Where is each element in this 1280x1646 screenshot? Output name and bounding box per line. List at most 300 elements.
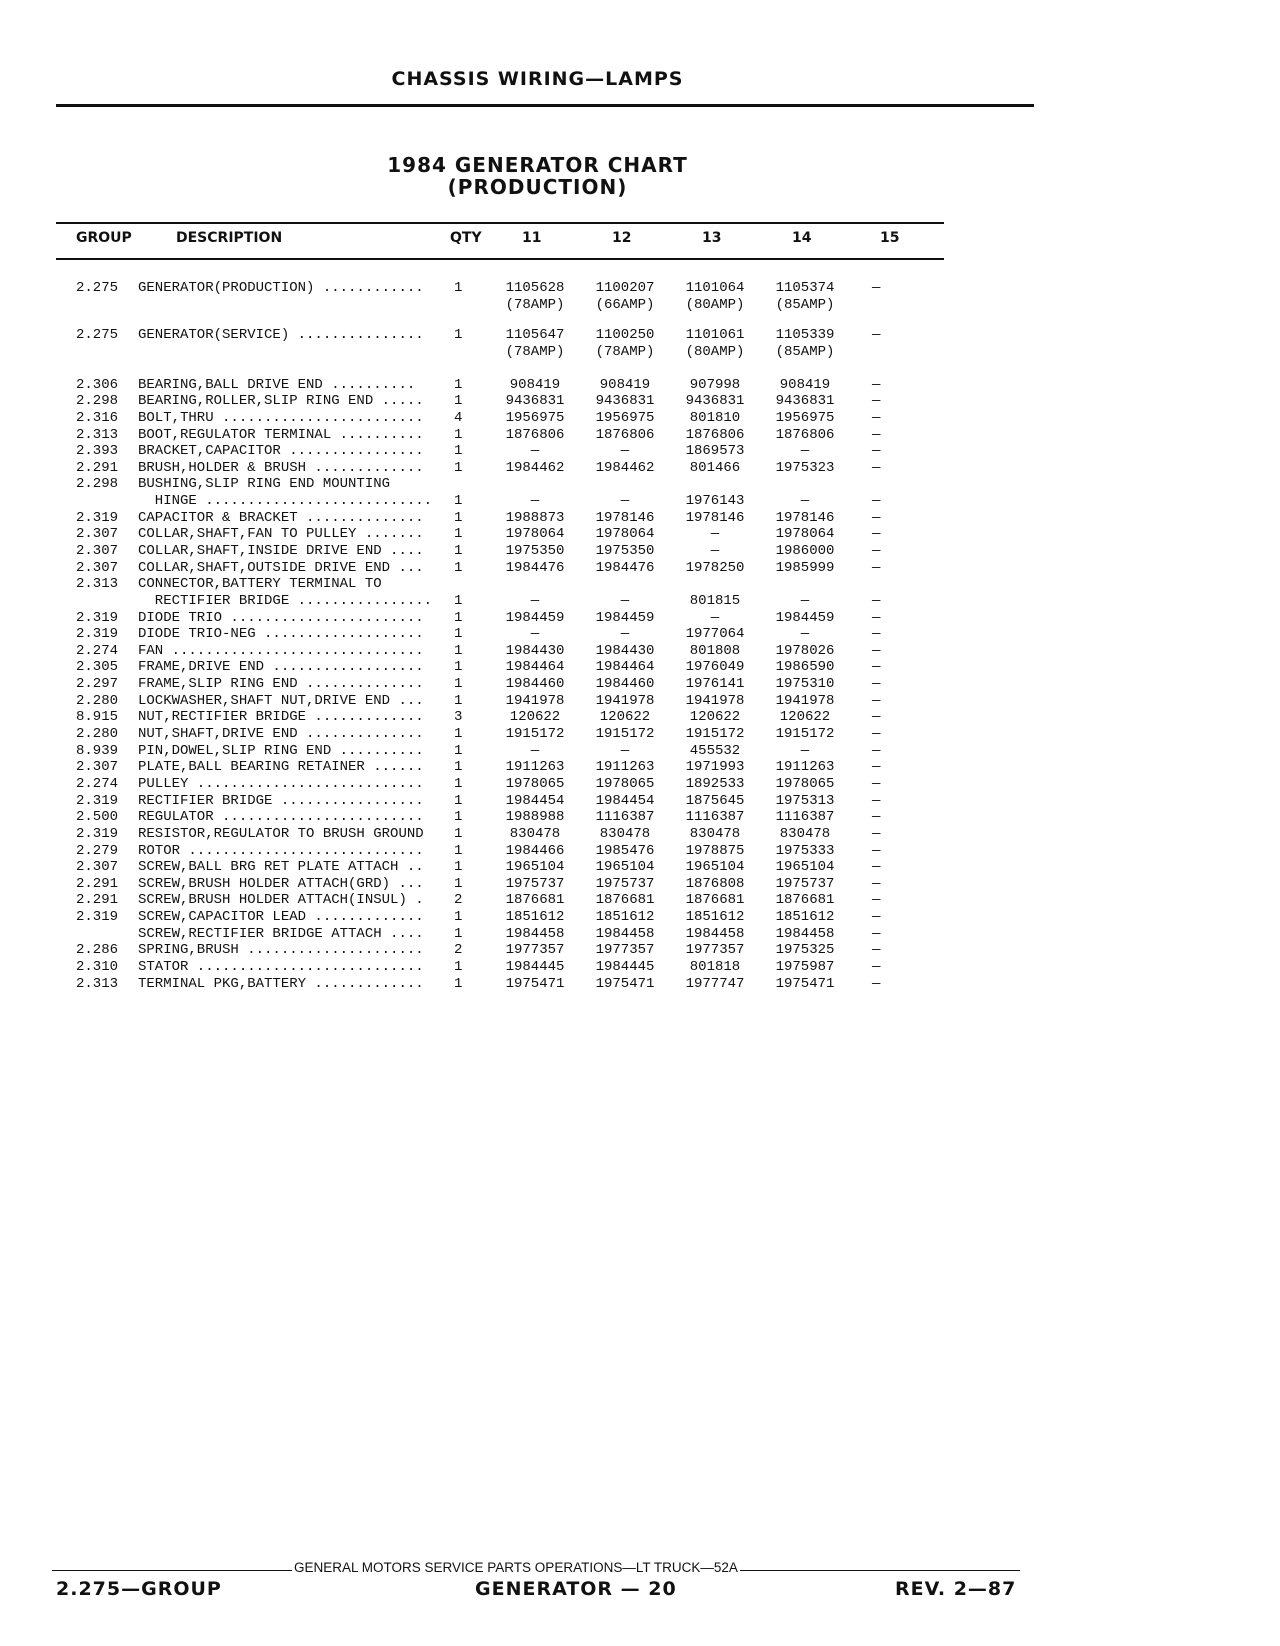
- col-14-cell: 1975310: [775, 676, 835, 693]
- col-13-cell: —: [710, 526, 720, 543]
- col-13-cell: 1876806: [685, 426, 745, 443]
- col-13-cell: 455532: [689, 742, 741, 759]
- chart-title: [0, 154, 1075, 198]
- description-cell: BRACKET,CAPACITOR ................: [138, 443, 424, 460]
- qty-cell: 1: [454, 327, 463, 344]
- description-cell: CAPACITOR & BRACKET ..............: [138, 509, 424, 526]
- col-13-cell: 1971993: [685, 759, 745, 776]
- qty-cell: 1: [454, 426, 463, 443]
- qty-cell: 2: [454, 892, 463, 909]
- col-14-cell: 1851612: [775, 909, 835, 926]
- col-13-cell: 801810: [689, 409, 741, 426]
- col-13-cell: 1976141: [685, 676, 745, 693]
- qty-cell: 1: [454, 792, 463, 809]
- col-15-cell: —: [872, 942, 881, 959]
- col-11-cell: —: [530, 626, 540, 643]
- table-row: [0, 510, 1000, 527]
- description-cell: FRAME,SLIP RING END ..............: [138, 676, 424, 693]
- group-cell: 2.297: [76, 676, 119, 693]
- col-12-cell: 908419: [599, 376, 651, 393]
- col-12-cell: 120622: [599, 709, 651, 726]
- col-14-cell: 830478: [779, 825, 831, 842]
- qty-cell: 1: [454, 526, 463, 543]
- group-cell: 2.310: [76, 959, 119, 976]
- qty-cell: 1: [454, 642, 463, 659]
- col-12-cell: 1975350: [595, 543, 655, 559]
- col-14-cell: —: [800, 626, 810, 643]
- col-13-cell: 1984458: [685, 925, 745, 942]
- col-14-cell: 120622: [779, 709, 831, 726]
- col-12-cell: 1975471: [595, 975, 655, 992]
- col-12-cell: 1984445: [595, 959, 655, 976]
- group-cell: 2.319: [76, 792, 119, 809]
- description-cell: SCREW,CAPACITOR LEAD .............: [138, 909, 424, 926]
- col-13-cell: 1915172: [685, 726, 745, 743]
- table-row: [0, 643, 1000, 660]
- group-cell: 2.274: [76, 775, 119, 792]
- col-14-cell: 1105374 (85AMP): [775, 280, 835, 313]
- col-12-cell: 1876806: [595, 426, 655, 443]
- col-13-cell: 1978146: [685, 509, 745, 526]
- group-cell: 2.307: [76, 859, 119, 876]
- description-cell: FAN ..............................: [138, 642, 424, 659]
- col-14-cell: 1978064: [775, 526, 835, 543]
- col-14-cell: —: [800, 592, 810, 609]
- col-15-cell: —: [872, 426, 881, 443]
- qty-cell: 1: [454, 659, 463, 676]
- table-row: [0, 859, 1000, 876]
- col-14-cell: 9436831: [775, 393, 835, 410]
- description-cell: PULLEY ...........................: [138, 775, 424, 792]
- col-13-cell: 1101064 (80AMP): [685, 280, 745, 313]
- description-cell: DIODE TRIO-NEG ...................: [138, 626, 424, 643]
- col-15-cell: —: [872, 775, 881, 792]
- col-15-cell: —: [872, 642, 881, 659]
- col-12-cell: 1985476: [595, 842, 655, 859]
- description-cell: COLLAR,SHAFT,FAN TO PULLEY .......: [138, 526, 424, 543]
- description-cell: SCREW,BRUSH HOLDER ATTACH(INSUL) .: [138, 892, 424, 909]
- col-14-cell: 1975325: [775, 942, 835, 959]
- qty-cell: 1: [454, 959, 463, 976]
- col-14-cell: 1915172: [775, 726, 835, 743]
- group-cell: 2.307: [76, 543, 119, 559]
- col-14-cell: 1975471: [775, 975, 835, 992]
- qty-cell: 1: [454, 676, 463, 693]
- col-11-cell: 1984458: [505, 925, 565, 942]
- col-12-cell: —: [620, 626, 630, 643]
- col-13-cell: 1978875: [685, 842, 745, 859]
- col-12-cell: 1965104: [595, 859, 655, 876]
- description-cell: GENERATOR(PRODUCTION) ............: [138, 280, 424, 296]
- group-cell: 2.313: [76, 576, 119, 593]
- col-14-cell: 1986590: [775, 659, 835, 676]
- col-11-cell: 1984460: [505, 676, 565, 693]
- description-cell: CONNECTOR,BATTERY TERMINAL TO: [138, 576, 382, 593]
- col-11-cell: 1915172: [505, 726, 565, 743]
- table-row: [0, 743, 1000, 760]
- qty-cell: 1: [454, 825, 463, 842]
- description-cell: RECTIFIER BRIDGE .................: [138, 792, 424, 809]
- col-15-cell: —: [872, 559, 881, 576]
- description-cell: SCREW,BRUSH HOLDER ATTACH(GRD) ...: [138, 875, 424, 892]
- description-cell: SCREW,RECTIFIER BRIDGE ATTACH ....: [138, 925, 424, 942]
- col-15-cell: —: [872, 626, 881, 643]
- group-cell: 2.275: [76, 280, 119, 296]
- col-13-cell: 801818: [689, 959, 741, 976]
- table-row: [0, 280, 1000, 313]
- col-13-cell: 1965104: [685, 859, 745, 876]
- col-11-cell: 1984466: [505, 842, 565, 859]
- col-14-cell: —: [800, 493, 810, 510]
- col-15-cell: —: [872, 792, 881, 809]
- qty-cell: 1: [454, 842, 463, 859]
- group-cell: 2.307: [76, 559, 119, 576]
- col-13-cell: 1977357: [685, 942, 745, 959]
- group-cell: 2.307: [76, 526, 119, 543]
- col-13-cell: 1941978: [685, 692, 745, 709]
- qty-cell: 4: [454, 409, 463, 426]
- col-14-cell: 1975323: [775, 459, 835, 476]
- table-row: [0, 709, 1000, 726]
- description-cell: FRAME,DRIVE END ..................: [138, 659, 424, 676]
- footer-group-label: 2.275—GROUP: [56, 1578, 222, 1600]
- col-12-cell: 1978064: [595, 526, 655, 543]
- description-cell: BEARING,ROLLER,SLIP RING END .....: [138, 393, 424, 410]
- col-11-cell: 1956975: [505, 409, 565, 426]
- group-cell: 2.305: [76, 659, 119, 676]
- col-13-cell: 1876808: [685, 875, 745, 892]
- group-cell: 2.291: [76, 875, 119, 892]
- col-15-cell: —: [872, 459, 881, 476]
- qty-cell: 1: [454, 759, 463, 776]
- table-row: [0, 826, 1000, 843]
- col-13-cell: 9436831: [685, 393, 745, 410]
- col-13-cell: 1976143: [685, 493, 745, 510]
- col-14-cell: 1984458: [775, 925, 835, 942]
- col-11-cell: 1984430: [505, 642, 565, 659]
- col-12-cell: 1984454: [595, 792, 655, 809]
- col-11-cell: —: [530, 592, 540, 609]
- table-row: [0, 443, 1000, 460]
- col-11-cell: 1975737: [505, 875, 565, 892]
- col-13-cell: —: [710, 609, 720, 626]
- qty-cell: 1: [454, 559, 463, 576]
- col-15-cell: —: [872, 842, 881, 859]
- col-14-cell: 1965104: [775, 859, 835, 876]
- col-13-cell: 120622: [689, 709, 741, 726]
- col-13-cell: 1977747: [685, 975, 745, 992]
- footer-line-text: GENERAL MOTORS SERVICE PARTS OPERATIONS—LT TRUCK—52A: [294, 1560, 738, 1575]
- group-cell: 2.286: [76, 942, 119, 959]
- col-12-cell: 1984476: [595, 559, 655, 576]
- col-14-cell: 1876681: [775, 892, 835, 909]
- col-15-cell: —: [872, 859, 881, 876]
- col-11-cell: 1977357: [505, 942, 565, 959]
- col-11-cell: 9436831: [505, 393, 565, 410]
- col-15-cell: —: [872, 409, 881, 426]
- table-row: [0, 959, 1000, 976]
- footer-page-label: GENERATOR — 20: [475, 1578, 677, 1600]
- table-row: [0, 410, 1000, 427]
- col-12-cell: —: [620, 592, 630, 609]
- col-12-cell: —: [620, 443, 630, 460]
- description-cell: SCREW,BALL BRG RET PLATE ATTACH ..: [138, 859, 424, 876]
- col-15-cell: —: [872, 875, 881, 892]
- col-11-cell: 1941978: [505, 692, 565, 709]
- description-cell: BOLT,THRU ........................: [138, 409, 424, 426]
- col-11-cell: 1876681: [505, 892, 565, 909]
- col-14-cell: 1116387: [775, 809, 835, 826]
- table-row: [0, 576, 1000, 593]
- col-14-cell: 1985999: [775, 559, 835, 576]
- col-11-cell: —: [530, 443, 540, 460]
- description-cell: COLLAR,SHAFT,INSIDE DRIVE END ....: [138, 543, 424, 559]
- table-row: [0, 809, 1000, 826]
- table-row: [0, 676, 1000, 693]
- col-13-cell: 801466: [689, 459, 741, 476]
- col-11-cell: 1988873: [505, 509, 565, 526]
- col-15-cell: —: [872, 543, 881, 559]
- description-cell: GENERATOR(SERVICE) ...............: [138, 327, 424, 344]
- col-12-cell: 830478: [599, 825, 651, 842]
- col-header-13: 13: [702, 230, 722, 246]
- col-15-cell: —: [872, 280, 881, 296]
- table-row: [0, 460, 1000, 477]
- chart-title-line2: (PRODUCTION): [447, 175, 628, 199]
- page-header: CHASSIS WIRING—LAMPS: [391, 68, 684, 90]
- qty-cell: 1: [454, 443, 463, 460]
- group-cell: 2.274: [76, 642, 119, 659]
- col-11-cell: 1911263: [505, 759, 565, 776]
- col-14-cell: 1986000: [775, 543, 835, 559]
- col-12-cell: 1984458: [595, 925, 655, 942]
- col-14-cell: 1105339 (85AMP): [775, 327, 835, 360]
- col-11-cell: 1851612: [505, 909, 565, 926]
- col-14-cell: 1975987: [775, 959, 835, 976]
- qty-cell: 1: [454, 626, 463, 643]
- col-14-cell: 1975737: [775, 875, 835, 892]
- qty-cell: 1: [454, 509, 463, 526]
- col-header-12: 12: [612, 230, 632, 246]
- col-11-cell: 1105628 (78AMP): [505, 280, 565, 313]
- description-cell: HINGE ...........................: [138, 493, 433, 510]
- group-cell: 2.319: [76, 609, 119, 626]
- table-row: [0, 593, 1000, 610]
- table-row: [0, 659, 1000, 676]
- col-12-cell: 1911263: [595, 759, 655, 776]
- description-cell: STATOR ...........................: [138, 959, 424, 976]
- table-header-rule: [56, 258, 944, 260]
- col-15-cell: —: [872, 975, 881, 992]
- group-cell: 2.316: [76, 409, 119, 426]
- col-15-cell: —: [872, 692, 881, 709]
- group-cell: 2.393: [76, 443, 119, 460]
- table-row: [0, 626, 1000, 643]
- col-15-cell: —: [872, 742, 881, 759]
- qty-cell: 1: [454, 459, 463, 476]
- col-15-cell: —: [872, 493, 881, 510]
- col-12-cell: 1984462: [595, 459, 655, 476]
- col-11-cell: —: [530, 493, 540, 510]
- col-15-cell: —: [872, 825, 881, 842]
- description-cell: RESISTOR,REGULATOR TO BRUSH GROUND: [138, 825, 424, 842]
- qty-cell: 1: [454, 592, 463, 609]
- col-15-cell: —: [872, 592, 881, 609]
- col-14-cell: 1984459: [775, 609, 835, 626]
- col-header-description: DESCRIPTION: [176, 230, 283, 246]
- col-14-cell: 1941978: [775, 692, 835, 709]
- group-cell: 8.915: [76, 709, 119, 726]
- table-row: [0, 327, 1000, 360]
- group-cell: 2.275: [76, 327, 119, 344]
- qty-cell: 1: [454, 376, 463, 393]
- description-cell: BUSHING,SLIP RING END MOUNTING: [138, 476, 391, 493]
- table-row: [0, 909, 1000, 926]
- qty-cell: 1: [454, 692, 463, 709]
- col-11-cell: 120622: [509, 709, 561, 726]
- col-12-cell: 1984464: [595, 659, 655, 676]
- table-top-rule: [56, 222, 944, 224]
- col-12-cell: 1956975: [595, 409, 655, 426]
- qty-cell: 1: [454, 775, 463, 792]
- col-11-cell: 1105647 (78AMP): [505, 327, 565, 360]
- col-13-cell: 801808: [689, 642, 741, 659]
- col-12-cell: 1984460: [595, 676, 655, 693]
- table-row: [0, 610, 1000, 627]
- table-row: [0, 543, 1000, 560]
- table-row: [0, 476, 1000, 493]
- table-row: [0, 942, 1000, 959]
- col-11-cell: 1984445: [505, 959, 565, 976]
- col-11-cell: —: [530, 742, 540, 759]
- col-12-cell: —: [620, 742, 630, 759]
- col-15-cell: —: [872, 659, 881, 676]
- col-15-cell: —: [872, 726, 881, 743]
- col-12-cell: 1984430: [595, 642, 655, 659]
- col-11-cell: 1984462: [505, 459, 565, 476]
- col-11-cell: 1984464: [505, 659, 565, 676]
- group-cell: 8.939: [76, 742, 119, 759]
- table-row: [0, 393, 1000, 410]
- description-cell: BOOT,REGULATOR TERMINAL ..........: [138, 426, 424, 443]
- table-row: [0, 776, 1000, 793]
- col-14-cell: 1876806: [775, 426, 835, 443]
- col-13-cell: 1978250: [685, 559, 745, 576]
- col-15-cell: —: [872, 509, 881, 526]
- col-15-cell: —: [872, 892, 881, 909]
- col-12-cell: 1116387: [595, 809, 655, 826]
- col-11-cell: 1876806: [505, 426, 565, 443]
- col-11-cell: 1978065: [505, 775, 565, 792]
- col-header-15: 15: [880, 230, 900, 246]
- col-14-cell: 1975333: [775, 842, 835, 859]
- table-row: [0, 526, 1000, 543]
- qty-cell: 1: [454, 859, 463, 876]
- group-cell: 2.279: [76, 842, 119, 859]
- qty-cell: 1: [454, 493, 463, 510]
- col-12-cell: 1100250 (78AMP): [595, 327, 655, 360]
- col-13-cell: 1976049: [685, 659, 745, 676]
- qty-cell: 1: [454, 393, 463, 410]
- group-cell: 2.319: [76, 909, 119, 926]
- col-15-cell: —: [872, 376, 881, 393]
- col-header-14: 14: [792, 230, 812, 246]
- col-15-cell: —: [872, 809, 881, 826]
- col-13-cell: 1869573: [685, 443, 745, 460]
- col-header-group: GROUP: [76, 230, 132, 246]
- col-11-cell: 1965104: [505, 859, 565, 876]
- col-15-cell: —: [872, 609, 881, 626]
- group-cell: 2.500: [76, 809, 119, 826]
- col-11-cell: 1975471: [505, 975, 565, 992]
- qty-cell: 1: [454, 809, 463, 826]
- description-cell: TERMINAL PKG,BATTERY .............: [138, 975, 424, 992]
- chart-title-line1: 1984 GENERATOR CHART: [387, 153, 688, 177]
- qty-cell: 3: [454, 709, 463, 726]
- col-15-cell: —: [872, 526, 881, 543]
- description-cell: NUT,RECTIFIER BRIDGE .............: [138, 709, 424, 726]
- col-13-cell: 830478: [689, 825, 741, 842]
- col-14-cell: —: [800, 443, 810, 460]
- col-14-cell: 908419: [779, 376, 831, 393]
- col-11-cell: 1984454: [505, 792, 565, 809]
- table-row: [0, 726, 1000, 743]
- col-header-11: 11: [522, 230, 542, 246]
- table-row: [0, 493, 1000, 510]
- col-15-cell: —: [872, 393, 881, 410]
- col-13-cell: 1876681: [685, 892, 745, 909]
- qty-cell: 2: [454, 942, 463, 959]
- qty-cell: 1: [454, 975, 463, 992]
- group-cell: 2.280: [76, 726, 119, 743]
- description-cell: DIODE TRIO .......................: [138, 609, 424, 626]
- col-14-cell: 1978146: [775, 509, 835, 526]
- col-11-cell: 908419: [509, 376, 561, 393]
- group-cell: 2.298: [76, 476, 119, 493]
- col-13-cell: 801815: [689, 592, 741, 609]
- col-13-cell: 1977064: [685, 626, 745, 643]
- col-14-cell: 1911263: [775, 759, 835, 776]
- group-cell: 2.319: [76, 509, 119, 526]
- col-11-cell: 1984459: [505, 609, 565, 626]
- description-cell: REGULATOR ........................: [138, 809, 424, 826]
- col-12-cell: 1876681: [595, 892, 655, 909]
- col-14-cell: 1978065: [775, 775, 835, 792]
- col-12-cell: 1977357: [595, 942, 655, 959]
- col-13-cell: 1116387: [685, 809, 745, 826]
- qty-cell: 1: [454, 909, 463, 926]
- col-11-cell: 1984476: [505, 559, 565, 576]
- col-11-cell: 830478: [509, 825, 561, 842]
- col-11-cell: 1978064: [505, 526, 565, 543]
- col-15-cell: —: [872, 443, 881, 460]
- group-cell: 2.319: [76, 825, 119, 842]
- qty-cell: 1: [454, 609, 463, 626]
- table-row: [0, 793, 1000, 810]
- table-row: [0, 377, 1000, 394]
- qty-cell: 1: [454, 742, 463, 759]
- col-14-cell: —: [800, 742, 810, 759]
- col-11-cell: 1988988: [505, 809, 565, 826]
- table-row: [0, 843, 1000, 860]
- col-13-cell: 907998: [689, 376, 741, 393]
- group-cell: 2.313: [76, 426, 119, 443]
- col-12-cell: 9436831: [595, 393, 655, 410]
- group-cell: 2.306: [76, 376, 119, 393]
- group-cell: 2.313: [76, 975, 119, 992]
- col-13-cell: —: [710, 543, 720, 559]
- col-12-cell: 1851612: [595, 909, 655, 926]
